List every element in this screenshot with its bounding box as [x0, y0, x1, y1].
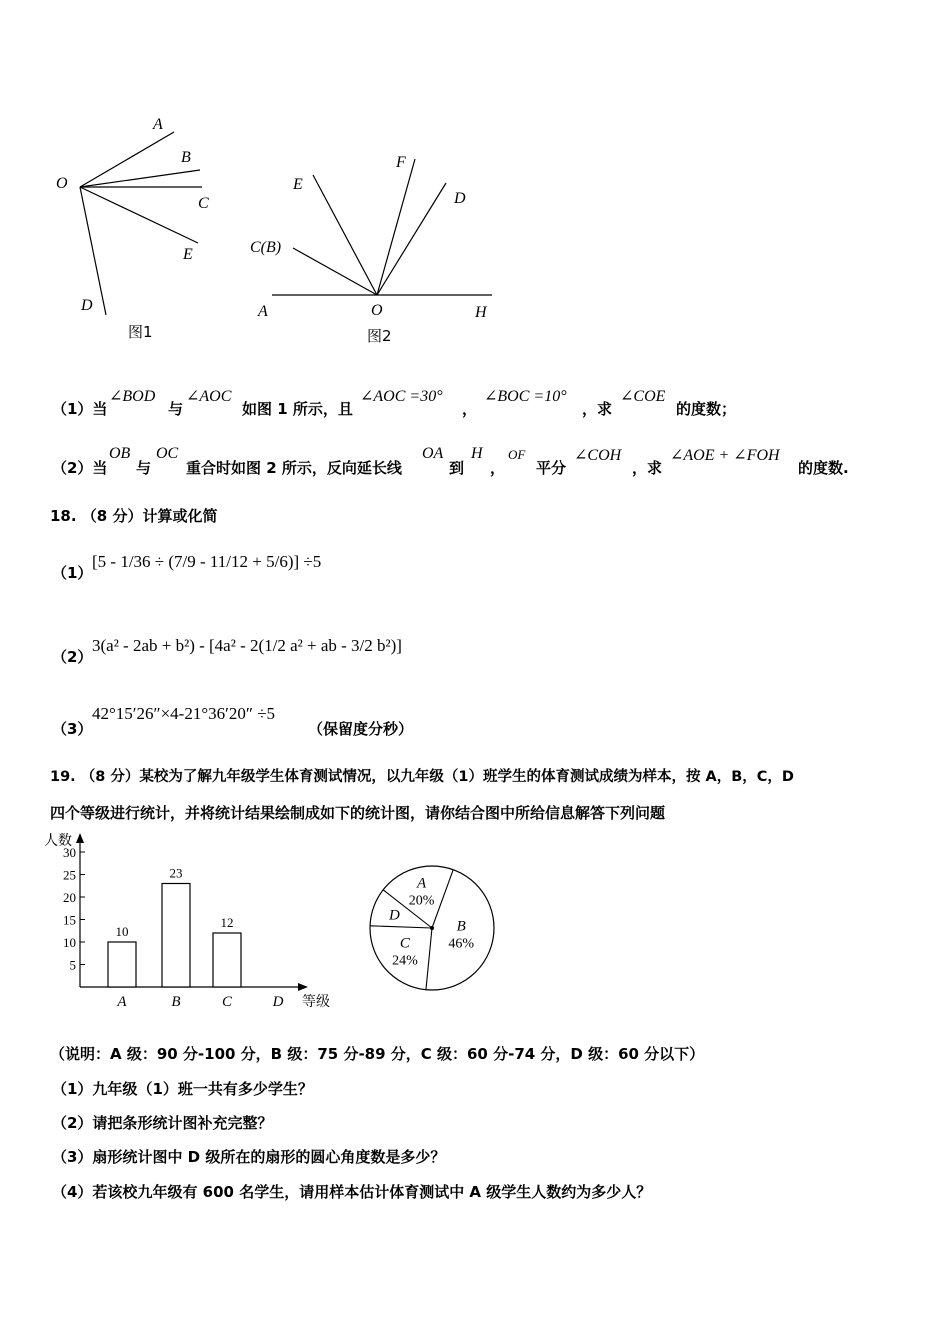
fig1-label-A: A [153, 116, 163, 133]
bar-C [213, 933, 241, 987]
ray-OB [80, 170, 200, 187]
q17-p2-t4: ， [490, 459, 506, 477]
fig2-label-F: F [396, 154, 406, 171]
q18-p1-num: （1） [52, 564, 93, 582]
q17-p2-t5: 平分 [536, 459, 567, 477]
q18-p2-num: （2） [52, 648, 93, 666]
bar-chart [40, 830, 340, 1020]
q17-p1-t5: 的度数； [676, 400, 737, 418]
fig1-label-E: E [183, 246, 193, 263]
bar-ytick-label-15: 15 [63, 912, 76, 928]
fig2-label-E: E [293, 176, 303, 193]
q19-line1: 19. （8 分）某校为了解九年级学生体育测试情况，以九年级（1）班学生的体育测试成绩为样本，按 A，B，C，D [50, 769, 794, 785]
fig2-label-O: O [371, 302, 383, 319]
q19-line2: 四个等级进行统计，并将统计结果绘制成如下的统计图，请你结合图中所给信息解答下列问题 [50, 804, 666, 822]
fig2-label-H: H [475, 304, 487, 321]
q19-question-2: （2）请把条形统计图补充完整？ [52, 1114, 273, 1132]
fig1-label-C: C [198, 195, 209, 212]
q18-title: 18. （8 分）计算或化简 [50, 507, 218, 525]
pie-slice-label-B: B [456, 918, 466, 935]
q17-p2-m1: OB [109, 445, 131, 462]
ray-OD [80, 187, 106, 315]
q18-p1-expr: [5 - 1/36 ÷ (7/9 - 11/12 + 5/6)] ÷5 [92, 552, 322, 571]
pie-center [430, 926, 434, 930]
bar-ytick-label-5: 5 [69, 957, 76, 973]
q17-p2-m7: ∠AOE + ∠FOH [670, 447, 780, 464]
q17-p1-t4: ，求 [582, 400, 613, 418]
bar-ylabel: 人数 [44, 834, 72, 849]
q17-p1-t2: 如图 1 所示，且 [242, 400, 353, 418]
bar-xlabel: 等级 [302, 995, 330, 1010]
fig2-label-CB: C(B) [250, 239, 282, 256]
pie-slice-label-C: C [399, 935, 410, 952]
fig2-label-A: A [258, 303, 268, 320]
bar-y-arrow [76, 833, 84, 843]
bar-B [162, 884, 190, 988]
fig1-label-B: B [181, 149, 191, 166]
bar-ytick-label-25: 25 [63, 867, 76, 883]
pie-slice-label-D: D [388, 907, 400, 924]
q18-p3-note: （保留度分秒） [308, 720, 414, 738]
q17-p2-t2: 重合时如图 2 所示，反向延长线 [186, 459, 402, 477]
q17-p1-m3: ∠AOC =30° [360, 388, 443, 405]
pie-slice-percent-A: 20% [408, 893, 435, 909]
q18-p2-expr: 3(a² - 2ab + b²) - [4a² - 2(1/2 a² + ab - 3/2 b²)] [92, 636, 402, 655]
q17-p2-t7: 的度数. [798, 459, 849, 477]
q17-p2-m6: ∠COH [574, 447, 622, 464]
q19-question-3: （3）扇形统计图中 D 级所在的扇形的圆心角度数是多少？ [52, 1148, 446, 1166]
bar-category-label-C: C [221, 994, 233, 1010]
fig2-label-D: D [454, 190, 466, 207]
bar-ytick-label-10: 10 [63, 935, 76, 950]
q17-p1-m1: ∠BOD [109, 388, 156, 405]
q18-p3-num: （3） [52, 720, 93, 738]
fig1-label-O: O [56, 175, 68, 192]
pie-chart [360, 858, 510, 998]
q17-p2-m5: OF [508, 447, 526, 462]
q19-question-1: （1）九年级（1）班一共有多少学生？ [52, 1080, 313, 1098]
pie-slice-percent-B: 46% [448, 936, 475, 952]
bar-ytick-label-20: 20 [63, 890, 76, 905]
bar-A [108, 942, 136, 987]
q17-p2-t1: 与 [136, 459, 152, 477]
bar-value-label-B: 23 [169, 865, 183, 881]
q17-p1-t3: ， [462, 400, 478, 418]
bar-value-label-C: 12 [220, 915, 234, 930]
bar-value-label-A: 10 [115, 924, 129, 939]
q17-p2-m3: OA [422, 445, 444, 462]
bar-ytick-label-30: 30 [63, 845, 76, 860]
ray-OF [377, 159, 415, 295]
ray-OD [377, 183, 446, 295]
q19-note: （说明：A 级：90 分-100 分，B 级：75 分-89 分，C 级：60 分-74 分，D 级：60 分以下） [50, 1045, 705, 1063]
bar-category-label-D: D [272, 994, 284, 1010]
ray-OE [80, 187, 198, 243]
q17-p1-num: （1）当 [52, 400, 108, 418]
figure-1 [50, 110, 230, 340]
q17-p2-m4: H [471, 445, 483, 462]
figure-2 [245, 145, 505, 325]
q17-p1-t1: 与 [168, 400, 184, 418]
figure-2-caption: 图2 [367, 327, 392, 345]
ray-OA [80, 132, 174, 187]
bar-category-label-B: B [171, 994, 181, 1010]
q17-p2-t3: 到 [449, 459, 465, 477]
q19-question-4: （4）若该校九年级有 600 名学生，请用样本估计体育测试中 A 级学生人数约为多少人？ [52, 1183, 652, 1201]
bar-x-arrow [298, 983, 308, 991]
q17-p2-t6: ，求 [632, 459, 663, 477]
q17-p1-m2: ∠AOC [186, 388, 232, 405]
q17-p1-m4: ∠BOC =10° [484, 388, 567, 405]
q17-p1-m5: ∠COE [620, 388, 666, 405]
pie-slice-label-A: A [416, 875, 427, 892]
q18-p3-expr: 42°15′26″×4-21°36′20″ ÷5 [92, 704, 276, 723]
pie-slice-percent-C: 24% [392, 953, 418, 969]
bar-category-label-A: A [117, 994, 127, 1010]
fig1-label-D: D [81, 297, 93, 314]
q17-p2-num: （2）当 [52, 459, 108, 477]
figure-1-caption: 图1 [128, 323, 153, 341]
q17-p2-m2: OC [156, 445, 179, 462]
